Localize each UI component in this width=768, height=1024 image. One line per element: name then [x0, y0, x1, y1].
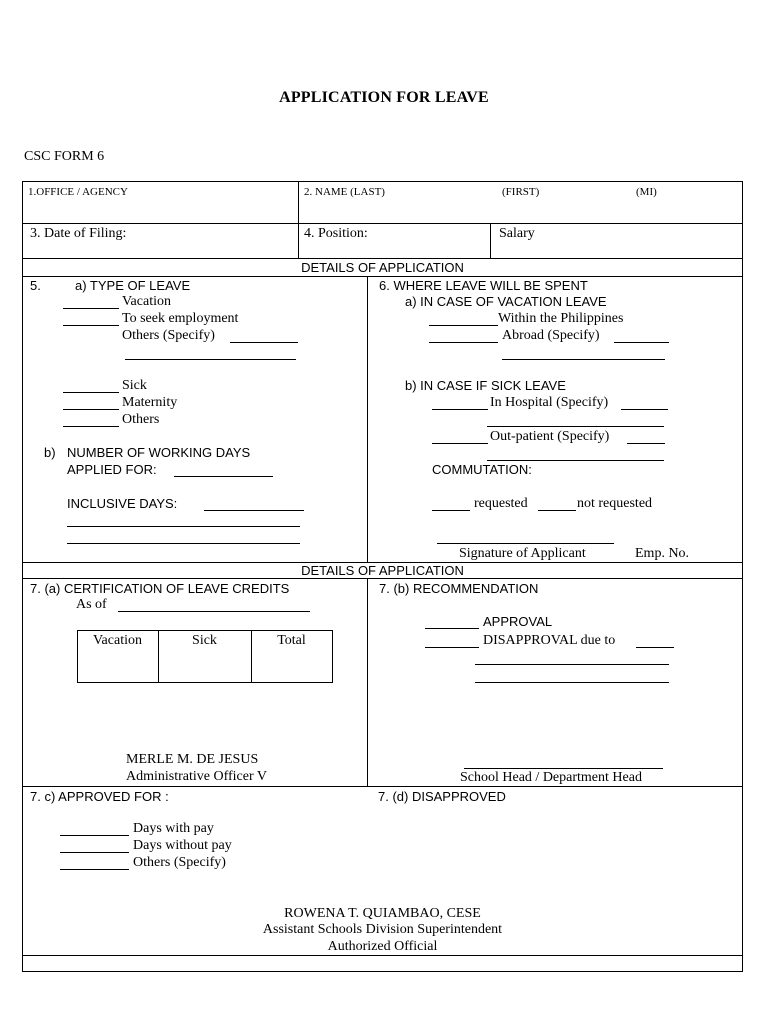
within-philippines-option: Within the Philippines — [498, 311, 624, 326]
section-5-6-divider — [367, 276, 368, 562]
out-patient-blank[interactable] — [432, 443, 488, 444]
commutation-label: COMMUTATION: — [432, 462, 532, 477]
vacation-leave-case-label: a) IN CASE OF VACATION LEAVE — [405, 294, 607, 309]
others-specify-option: Others (Specify) — [122, 328, 215, 343]
as-of-blank[interactable] — [118, 611, 310, 612]
school-head-label: School Head / Department Head — [460, 770, 642, 785]
recommendation-label: 7. (b) RECOMMENDATION — [379, 581, 539, 596]
section-7ab-bottom — [22, 786, 743, 787]
seek-employment-option: To seek employment — [122, 311, 239, 326]
others-blank[interactable] — [63, 426, 119, 427]
days-with-pay-blank[interactable] — [60, 835, 129, 836]
in-hospital-option: In Hospital (Specify) — [490, 395, 609, 410]
credits-table-bottom — [77, 682, 333, 683]
approval-option: APPROVAL — [483, 614, 553, 629]
disapproval-blank[interactable] — [425, 647, 479, 648]
not-requested-option: not requested — [577, 496, 653, 511]
sick-option: Sick — [122, 378, 147, 393]
others-specify-approved-option: Others (Specify) — [133, 855, 226, 870]
working-days-label: NUMBER OF WORKING DAYS — [67, 445, 251, 460]
position-label: 4. Position: — [304, 226, 368, 241]
office-label: 1.OFFICE / AGENCY — [28, 186, 128, 198]
position-salary-divider — [490, 223, 491, 258]
abroad-specify-line[interactable] — [502, 359, 665, 360]
section-7ab-divider — [367, 578, 368, 786]
approved-for-label: 7. c) APPROVED FOR : — [30, 789, 169, 804]
emp-no-label: Emp. No. — [635, 546, 690, 561]
section-5-number: 5. — [30, 278, 41, 293]
row1-bottom — [22, 223, 743, 224]
in-hospital-specify-line[interactable] — [487, 426, 664, 427]
credits-column-sick: Sick — [192, 633, 217, 648]
type-of-leave-label: a) TYPE OF LEAVE — [75, 278, 191, 293]
in-hospital-specify-blank[interactable] — [621, 409, 668, 410]
maternity-blank[interactable] — [63, 409, 119, 410]
credits-table-top — [77, 630, 333, 631]
requested-blank[interactable] — [432, 510, 470, 511]
in-hospital-blank[interactable] — [432, 409, 488, 410]
certifying-officer-title: Administrative Officer V — [126, 769, 268, 784]
disapproved-label: 7. (d) DISAPPROVED — [378, 789, 506, 804]
row-divider — [298, 181, 299, 258]
certification-label: 7. (a) CERTIFICATION OF LEAVE CREDITS — [30, 581, 290, 596]
days-with-pay-option: Days with pay — [133, 821, 214, 836]
applicant-signature-line[interactable] — [437, 543, 614, 544]
vacation-option: Vacation — [122, 294, 171, 309]
authorized-official-name: ROWENA T. QUIAMBAO, CESE — [284, 906, 481, 921]
name-mi-label: (MI) — [636, 186, 657, 198]
frame-top — [22, 181, 743, 182]
sick-leave-case-label: b) IN CASE IF SICK LEAVE — [405, 378, 566, 393]
inclusive-days-line-2[interactable] — [67, 526, 300, 527]
others-option: Others — [122, 412, 160, 427]
credits-column-total: Total — [277, 633, 306, 648]
approval-blank[interactable] — [425, 628, 479, 629]
abroad-blank[interactable] — [429, 342, 498, 343]
others-specify-line[interactable] — [125, 359, 296, 360]
applicant-signature-label: Signature of Applicant — [459, 546, 586, 561]
credits-column-vacation: Vacation — [93, 633, 142, 648]
applied-for-blank[interactable] — [174, 476, 273, 477]
where-leave-spent-label: 6. WHERE LEAVE WILL BE SPENT — [379, 278, 588, 293]
inclusive-days-blank[interactable] — [204, 510, 304, 511]
out-patient-specify-blank[interactable] — [627, 443, 665, 444]
final-row-divider — [22, 955, 743, 956]
days-without-pay-option: Days without pay — [133, 838, 232, 853]
within-philippines-blank[interactable] — [429, 325, 498, 326]
applied-for-label: APPLIED FOR: — [67, 462, 157, 477]
working-days-b-label: b) — [44, 445, 56, 460]
disapproval-reason-blank[interactable] — [636, 647, 674, 648]
disapproval-reason-line-2[interactable] — [475, 664, 669, 665]
abroad-specify-blank[interactable] — [614, 342, 669, 343]
others-specify-approved-blank[interactable] — [60, 869, 129, 870]
out-patient-specify-line[interactable] — [487, 460, 664, 461]
inclusive-days-label: INCLUSIVE DAYS: — [67, 496, 178, 511]
days-without-pay-blank[interactable] — [60, 852, 129, 853]
form-title: APPLICATION FOR LEAVE — [279, 89, 489, 106]
abroad-option: Abroad (Specify) — [502, 328, 600, 343]
seek-employment-blank[interactable] — [63, 325, 119, 326]
row2-bottom — [22, 258, 743, 259]
inclusive-days-line-3[interactable] — [67, 543, 300, 544]
maternity-option: Maternity — [122, 395, 178, 410]
details-header-2: DETAILS OF APPLICATION — [301, 563, 464, 578]
details-header-1-bottom — [22, 276, 743, 277]
certifying-officer-name: MERLE M. DE JESUS — [126, 752, 259, 767]
details-header-1: DETAILS OF APPLICATION — [301, 260, 464, 275]
out-patient-option: Out-patient (Specify) — [490, 429, 610, 444]
salary-label: Salary — [499, 226, 535, 241]
as-of-label: As of — [76, 597, 107, 612]
frame-bottom — [22, 971, 743, 972]
form-number: CSC FORM 6 — [24, 149, 105, 164]
name-first-label: (FIRST) — [502, 186, 540, 198]
not-requested-blank[interactable] — [538, 510, 576, 511]
credits-table-right — [332, 630, 333, 683]
vacation-blank[interactable] — [63, 308, 119, 309]
sick-blank[interactable] — [63, 392, 119, 393]
school-head-signature-line[interactable] — [464, 768, 663, 769]
details-header-2-bottom — [22, 578, 743, 579]
name-last-label: 2. NAME (LAST) — [304, 186, 385, 198]
date-of-filing-label: 3. Date of Filing: — [30, 226, 127, 241]
requested-option: requested — [474, 496, 528, 511]
authorized-official-role: Authorized Official — [327, 939, 438, 954]
disapproval-option: DISAPPROVAL due to — [483, 633, 616, 648]
disapproval-reason-line-3[interactable] — [475, 682, 669, 683]
authorized-official-title: Assistant Schools Division Superintendent — [262, 922, 503, 937]
others-specify-blank[interactable] — [230, 342, 298, 343]
